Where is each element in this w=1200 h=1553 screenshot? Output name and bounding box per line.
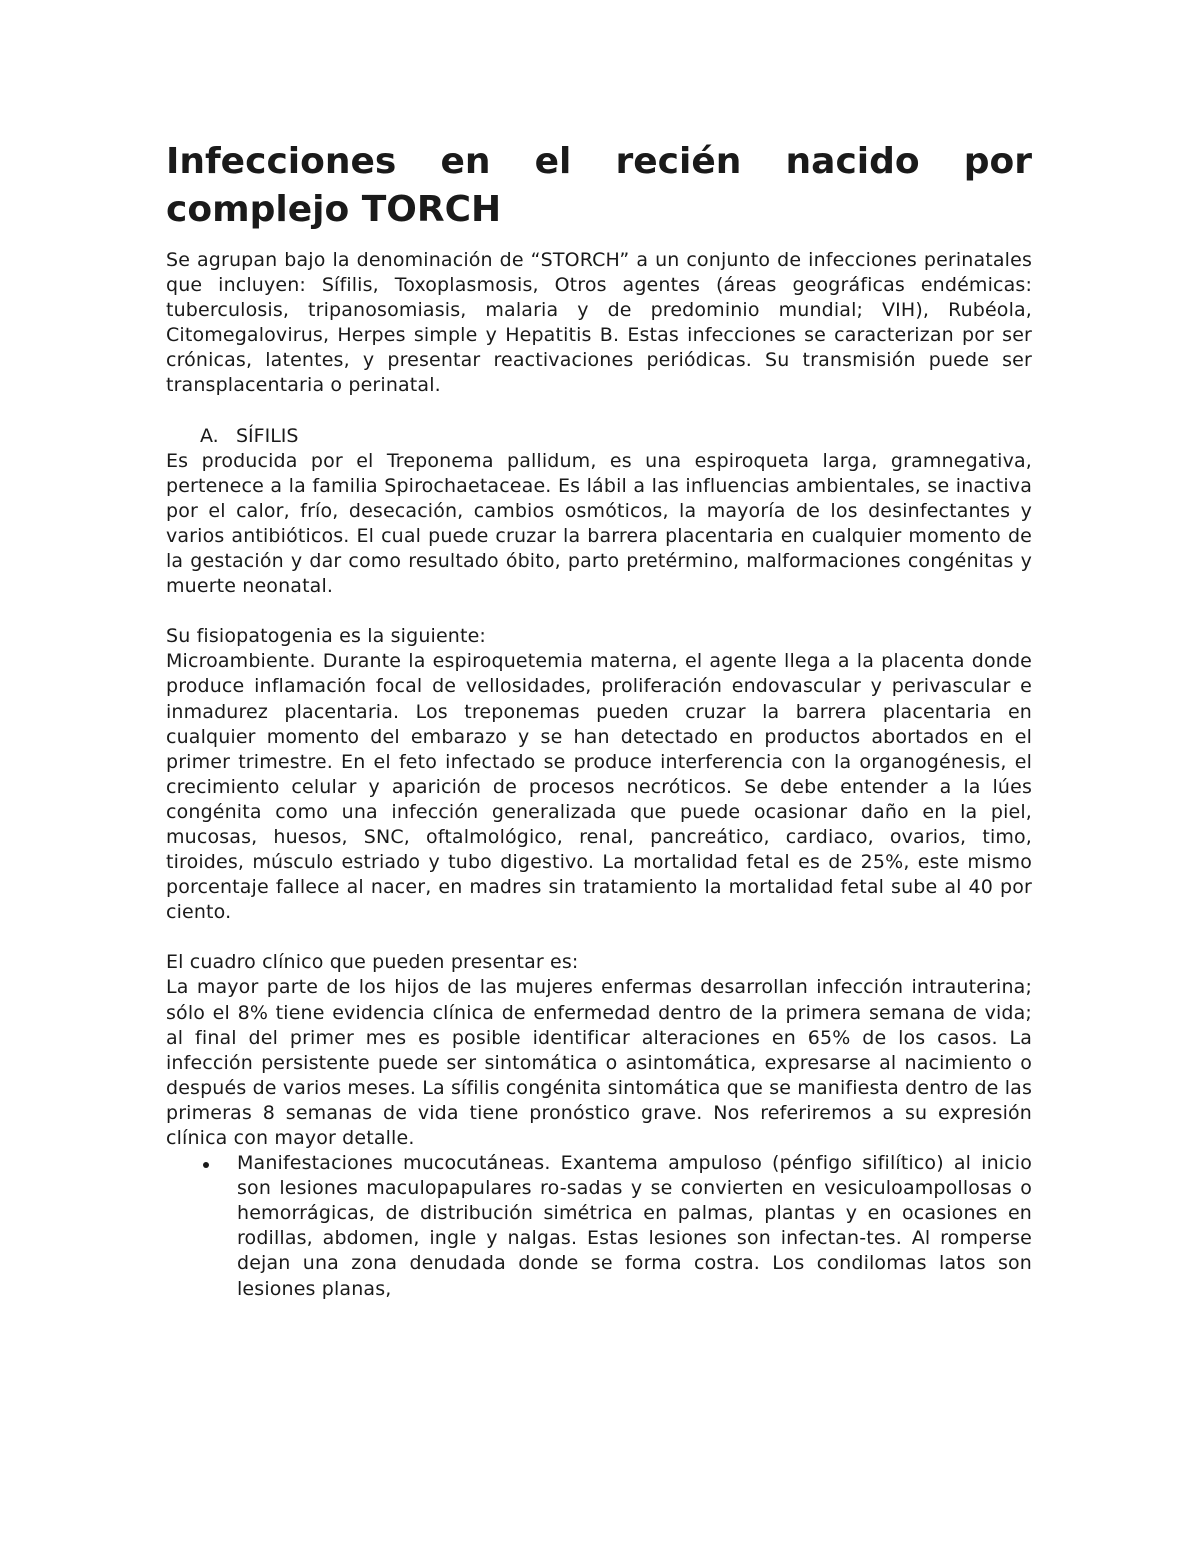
section-heading-sifilis	[166, 424, 1032, 449]
cuadro-clinico-intro: El cuadro clínico que pueden presentar es:	[166, 951, 579, 974]
paragraph-spacer	[166, 399, 1032, 424]
section-label: A.	[200, 424, 219, 447]
list-item-text: Manifestaciones mucocutáneas. Exantema ampuloso (pénfigo sifilítico) al inicio son lesiones maculopapulares ro-sadas y se convierten en vesiculoampollosas o hemorrágicas, de distribución simétrica en palmas, plantas y en ocasiones en rodillas, abdomen, ingle y nalgas. Estas lesiones son infectan-tes. Al romperse dejan una zona denudada donde se forma costra. Los condilomas latos son lesiones planas,	[237, 1152, 1032, 1300]
title-line-2: complejo TORCH	[166, 189, 502, 230]
fisiopatogenia-intro: Su fisiopatogenia es la siguiente:	[166, 625, 486, 648]
cuadro-clinico-paragraph: La mayor parte de los hijos de las mujeres enfermas desarrollan infección intrauterina; sólo el 8% tiene evidencia clínica de enfermedad dentro de la primera semana de vida; al final del primer mes es posible identificar alteraciones en 65% de los casos. La infección persistente puede ser sintomática o asintomática, expresarse al nacimiento o después de varios meses. La sífilis congénita sintomática que se manifiesta dentro de las primeras 8 semanas de vida tiene pronóstico grave. Nos referiremos a su expresión clínica con mayor detalle.	[166, 976, 1032, 1149]
intro-paragraph: Se agrupan bajo la denominación de “STORCH” a un conjunto de infecciones perinatales que incluyen: Sífilis, Toxoplasmosis, Otros agentes (áreas geográficas endémicas: tuberculosis, tripanosomiasis, malaria y de predominio mundial; VIH), Rubéola, Citomegalovirus, Herpes simple y Hepatitis B. Estas infecciones se caracterizan por ser crónicas, latentes, y presentar reactivaciones periódicas. Su transmisión puede ser transplacentaria o perinatal.	[166, 249, 1032, 397]
bullet-icon	[203, 1162, 209, 1168]
document-page	[166, 138, 1032, 1302]
section-title: SÍFILIS	[236, 424, 299, 447]
manifestaciones-list	[166, 1151, 1032, 1302]
sifilis-description: Es producida por el Treponema pallidum, es una espiroqueta larga, gramnegativa, pertenece a la familia Spirochaetaceae. Es lábil a las influencias ambientales, se inactiva por el calor, frío, desecación, cambios osmóticos, la mayoría de los desinfectantes y varios antibióticos. El cual puede cruzar la barrera placentaria en cualquier momento de la gestación y dar como resultado óbito, parto pretérmino, malformaciones congénitas y muerte neonatal.	[166, 449, 1032, 598]
fisiopatogenia-paragraph: Microambiente. Durante la espiroquetemia materna, el agente llega a la placenta donde produce inflamación focal de vellosidades, proliferación endovascular y perivascular e inmadurez placentaria. Los treponemas pueden cruzar la barrera placentaria en cualquier momento del embarazo y se han detectado en productos abortados en el primer trimestre. En el feto infectado se produce interferencia con la organogénesis, el crecimiento celular y aparición de procesos necróticos. Se debe entender a la lúes congénita como una infección generalizada que puede ocasionar daño en la piel, mucosas, huesos, SNC, oftalmológico, renal, pancreático, cardiaco, ovarios, timo, tiroides, músculo estriado y tubo digestivo. La mortalidad fetal es de 25%, este mismo porcentaje fallece al nacer, en madres sin tratamiento la mortalidad fetal sube al 40 por ciento.	[166, 650, 1032, 924]
paragraph-spacer	[166, 599, 1032, 624]
paragraph-spacer	[166, 925, 1032, 950]
list-item	[166, 1151, 1032, 1302]
document-title	[166, 138, 1032, 234]
title-line-1: Infecciones en el recién nacido por	[166, 141, 1032, 182]
